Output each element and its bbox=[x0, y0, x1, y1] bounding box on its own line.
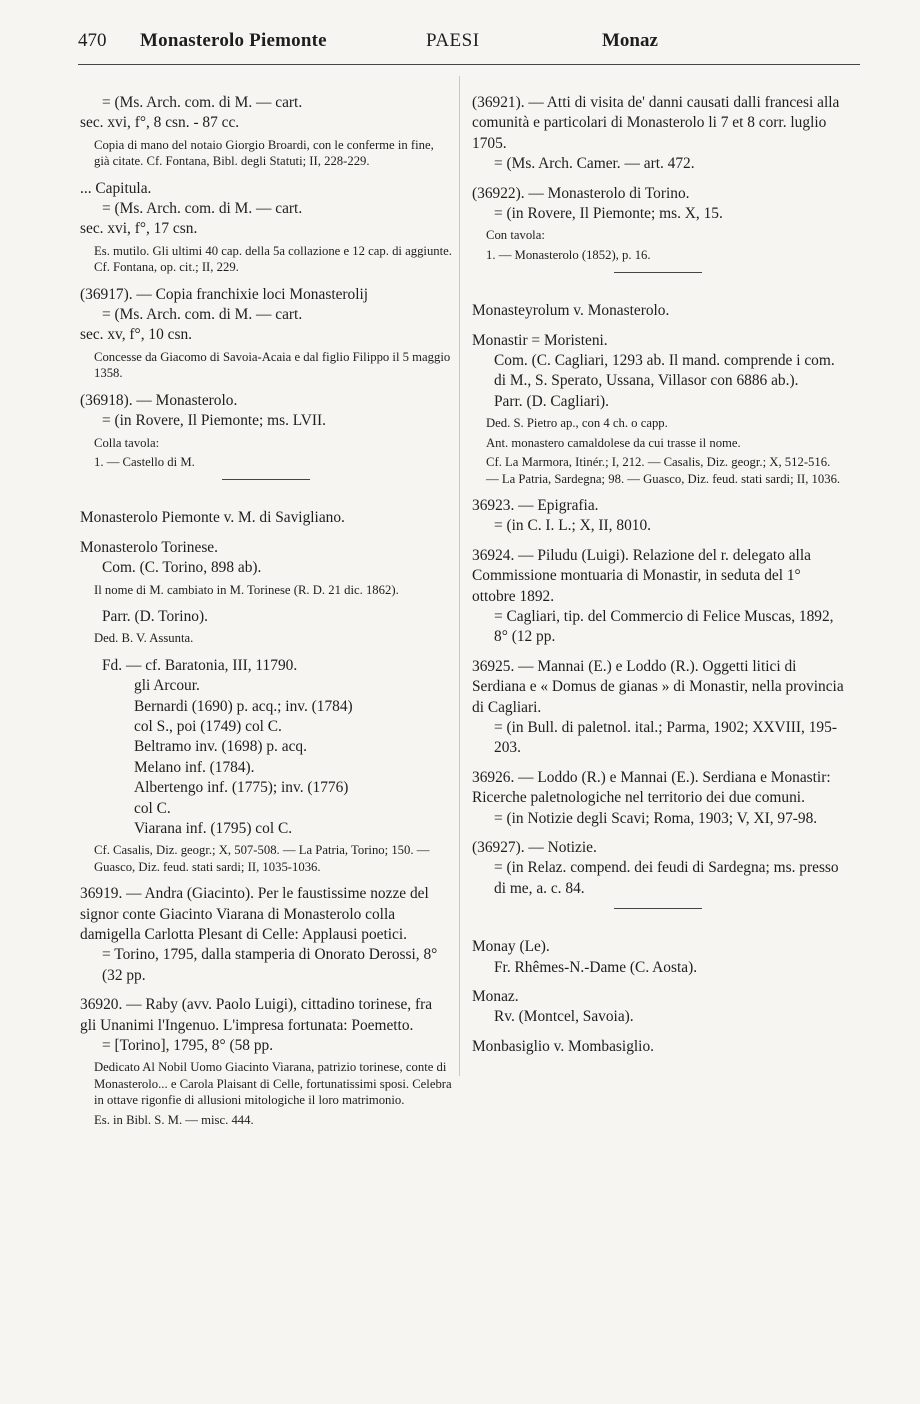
entry-line: Rv. (Montcel, Savoia). bbox=[494, 1008, 634, 1026]
bibliography-entry bbox=[472, 184, 844, 264]
bibliography-entry bbox=[472, 331, 844, 487]
entry-note: Ded. S. Pietro ap., con 4 ch. o capp. bbox=[486, 416, 668, 431]
bibliography-entry bbox=[472, 301, 844, 321]
entry-line: = [Torino], 1795, 8° (58 pp. bbox=[102, 1037, 274, 1055]
page-number: 470 bbox=[78, 30, 107, 51]
entry-line: = (Ms. Arch. com. di M. — cart. bbox=[102, 306, 303, 324]
bibliography-entry bbox=[80, 391, 452, 471]
header-right-title: Monaz bbox=[602, 30, 658, 51]
entry-note: Es. in Bibl. S. M. — misc. 444. bbox=[94, 1112, 254, 1127]
section-separator bbox=[222, 479, 310, 480]
header-center-title: PAESI bbox=[426, 30, 480, 51]
entry-line: col S., poi (1749) col C. bbox=[134, 717, 282, 735]
entry-line: 36925. — Mannai (E.) e Loddo (R.). Oggetti litici di Serdiana e « Domus de gianas » di Monastir, nella provincia di Cagliari. bbox=[472, 657, 844, 716]
bibliography-entry bbox=[472, 657, 844, 759]
entry-line: = (in Notizie degli Scavi; Roma, 1903; V, XI, 97-98. bbox=[494, 809, 818, 827]
entry-note: Cf. Casalis, Diz. geogr.; X, 507-508. — La Patria, Torino; 150. — Guasco, Diz. feud. stati sardi; II, 1035-1036. bbox=[94, 843, 430, 874]
entry-line: = (in Rovere, Il Piemonte; ms. X, 15. bbox=[494, 205, 723, 223]
bibliography-entry bbox=[80, 508, 452, 528]
bibliography-entry bbox=[472, 546, 844, 648]
entry-line: (36922). — Monasterolo di Torino. bbox=[472, 184, 690, 202]
running-header bbox=[78, 30, 860, 60]
entry-line: Monasteyrolum v. Monasterolo. bbox=[472, 302, 670, 320]
entry-line: Monasterolo Torinese. bbox=[80, 538, 218, 556]
entry-note: Dedicato Al Nobil Uomo Giacinto Viarana, patrizio torinese, conte di Monasterolo... e Carola Plaisant di Celle, fortunatissimi sposi. Celebra in ottave rigonfie di allusioni mitologiche il loro matrimonio. bbox=[94, 1060, 452, 1108]
bibliography-entry bbox=[472, 93, 844, 175]
entry-note: Concesse da Giacomo di Savoia-Acaia e dal figlio Filippo il 5 maggio 1358. bbox=[94, 349, 451, 381]
entry-line: = (Ms. Arch. com. di M. — cart. bbox=[102, 200, 303, 218]
entry-note: Il nome di M. cambiato in M. Torinese (R. D. 21 dic. 1862). bbox=[94, 582, 399, 597]
entry-line: Monaz. bbox=[472, 988, 519, 1006]
entry-line: Viarana inf. (1795) col C. bbox=[134, 820, 293, 837]
bibliography-entry bbox=[472, 1037, 844, 1057]
bibliography-entry bbox=[472, 987, 844, 1028]
entry-line: Parr. (D. Cagliari). bbox=[494, 392, 609, 410]
bibliography-entry bbox=[80, 995, 452, 1128]
entry-line: Beltramo inv. (1698) p. acq. bbox=[134, 738, 307, 756]
entry-line: = (in C. I. L.; X, II, 8010. bbox=[494, 517, 652, 535]
entry-line: Monastir = Moristeni. bbox=[472, 331, 608, 349]
entry-line: col C. bbox=[134, 799, 171, 817]
bibliography-entry bbox=[80, 93, 452, 170]
entry-line: sec. xvi, f°, 17 csn. bbox=[80, 220, 198, 238]
entry-line: 36924. — Piludu (Luigi). Relazione del r. delegato alla Commissione montuaria di Monastir, in seduta del 1° ottobre 1892. bbox=[472, 546, 811, 605]
entry-line: = Torino, 1795, dalla stamperia di Onorato Derossi, 8° (32 pp. bbox=[102, 946, 438, 984]
bibliography-entry bbox=[80, 285, 452, 382]
entry-note: 1. — Castello di M. bbox=[94, 454, 195, 469]
entry-line: Com. (C. Cagliari, 1293 ab. Il mand. comprende i com. di M., S. Sperato, Ussana, Villasor con 6886 ab.). bbox=[494, 352, 835, 390]
right-column bbox=[472, 93, 844, 1066]
entry-line: sec. xvi, f°, 8 csn. - 87 cc. bbox=[80, 114, 240, 132]
entry-line: = (Ms. Arch. com. di M. — cart. bbox=[102, 94, 303, 111]
entry-line: sec. xv, f°, 10 csn. bbox=[80, 326, 193, 344]
entry-line: (36918). — Monasterolo. bbox=[80, 391, 238, 409]
entry-line: = (Ms. Arch. Camer. — art. 472. bbox=[494, 155, 695, 173]
entry-line: Fd. — cf. Baratonia, III, 11790. bbox=[102, 656, 298, 674]
entry-line: Albertengo inf. (1775); inv. (1776) bbox=[134, 779, 349, 797]
entry-line: (36927). — Notizie. bbox=[472, 839, 597, 856]
entry-note: Ded. B. V. Assunta. bbox=[94, 631, 194, 646]
entry-note: 1. — Monasterolo (1852), p. 16. bbox=[486, 247, 651, 262]
entry-line: Monasterolo Piemonte v. M. di Savigliano. bbox=[80, 509, 345, 527]
entry-line: (36921). — Atti di visita de' danni causati dalli francesi alla comunità e particolari di Monasterolo li 7 et 8 corr. luglio 1705. bbox=[472, 94, 840, 152]
entry-note: Colla tavola: bbox=[94, 435, 160, 450]
bibliography-entry bbox=[80, 607, 452, 647]
entry-line: = (in Relaz. compend. dei feudi di Sardegna; ms. presso di me, a. c. 84. bbox=[494, 859, 839, 897]
bibliography-entry bbox=[80, 538, 452, 598]
header-left-title: Monasterolo Piemonte bbox=[140, 30, 327, 51]
entry-line: 36926. — Loddo (R.) e Mannai (E.). Serdiana e Monastir: Ricerche paletnologiche nel territorio dei due comuni. bbox=[472, 768, 831, 807]
entry-note: Es. mutilo. Gli ultimi 40 cap. della 5a collazione e 12 cap. di aggiunte. Cf. Fontana, op. cit.; II, 229. bbox=[94, 243, 452, 275]
left-column bbox=[80, 93, 452, 1137]
entry-line: 36923. — Epigrafia. bbox=[472, 496, 599, 514]
entry-line: = (in Bull. di paletnol. ital.; Parma, 1902; XXVIII, 195-203. bbox=[494, 718, 837, 757]
bibliography-entry bbox=[472, 937, 844, 978]
entry-note: Copia di mano del notaio Giorgio Broardi, con le conferme in fine, già citate. Cf. Fontana, Bibl. degli Statuti; II, 228-229. bbox=[94, 137, 434, 169]
column-divider bbox=[459, 76, 460, 1076]
bibliography-entry bbox=[472, 496, 844, 537]
entry-note: Ant. monastero camaldolese da cui trasse il nome. bbox=[486, 435, 741, 450]
entry-line: (36917). — Copia franchixie loci Monasterolij bbox=[80, 285, 369, 303]
entry-line: Melano inf. (1784). bbox=[134, 758, 255, 776]
entry-line: = (in Rovere, Il Piemonte; ms. LVII. bbox=[102, 412, 326, 430]
bibliography-entry bbox=[80, 179, 452, 276]
entry-note: Cf. La Marmora, Itinér.; I, 212. — Casalis, Diz. geogr.; X, 512-516. — La Patria, Sardegna; 98. — Guasco, Diz. feud. stati sardi; II, 1036. bbox=[486, 455, 841, 486]
entry-line: 36919. — Andra (Giacinto). Per le faustissime nozze del signor conte Giacinto Viarana di Monasterolo colla damigella Carlotta Plesant di Celle: Applausi poetici. bbox=[80, 885, 429, 944]
section-separator bbox=[614, 908, 702, 909]
entry-line: Monay (Le). bbox=[472, 938, 550, 956]
entry-line: Com. (C. Torino, 898 ab). bbox=[102, 559, 262, 577]
bibliography-entry bbox=[472, 838, 844, 899]
section-separator bbox=[614, 272, 702, 273]
bibliography-entry bbox=[472, 768, 844, 829]
entry-line: Monbasiglio v. Mombasiglio. bbox=[472, 1037, 654, 1055]
entry-line: Bernardi (1690) p. acq.; inv. (1784) bbox=[134, 697, 353, 715]
entry-line: = Cagliari, tip. del Commercio di Felice Muscas, 1892, 8° (12 pp. bbox=[494, 607, 834, 646]
entry-line: ... Capitula. bbox=[80, 179, 152, 197]
entry-line: Fr. Rhêmes-N.-Dame (C. Aosta). bbox=[494, 958, 698, 976]
entry-line: Parr. (D. Torino). bbox=[102, 607, 208, 625]
bibliography-entry bbox=[80, 656, 452, 875]
entry-note: Con tavola: bbox=[486, 228, 545, 243]
header-rule bbox=[78, 64, 860, 65]
entry-line: gli Arcour. bbox=[134, 677, 200, 695]
entry-line: 36920. — Raby (avv. Paolo Luigi), cittadino torinese, fra gli Unanimi l'Ingenuo. L'impresa fortunata: Poemetto. bbox=[80, 996, 433, 1034]
bibliography-entry bbox=[80, 884, 452, 986]
